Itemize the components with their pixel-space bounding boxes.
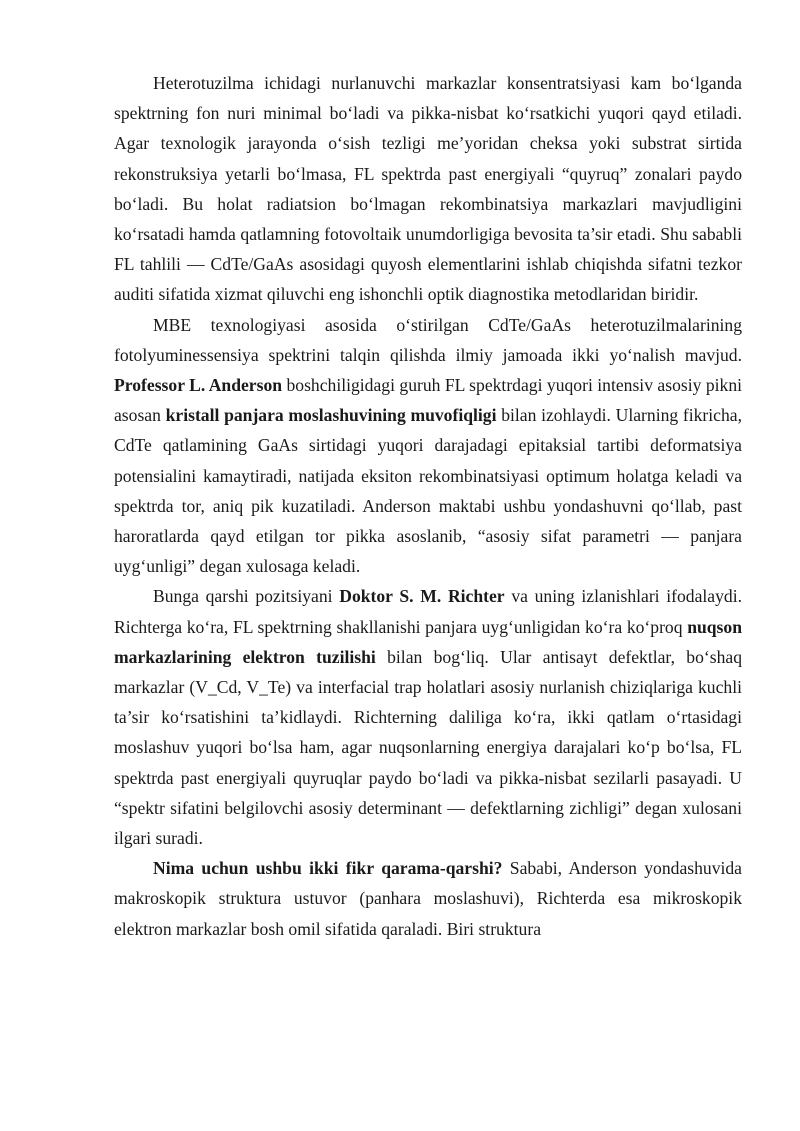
bold-term-lattice-matching: kristall panjara moslashuvining muvofiqligi — [165, 405, 497, 426]
text-run: bilan bog‘liq. Ular antisayt defektlar, bo‘shaq markazlar (V_Cd, V_Te) va interfacial trap holatlari asosiy nurlanish chiziqlariga kuchli ta’sir ko‘rsatishini ta’kidlaydi. Richterning daliliga ko‘ra, ikki qatlam o‘rtasidagi moslashuv yuqori bo‘lsa ham, agar nuqsonlarning energiya darajalari ko‘p bo‘lsa, FL spektrda past energiyali quyruqlar paydo bo‘ladi va pikka-nisbat sezilarli pasayadi. U “spektr sifatini belgilovchi asosiy determinant — defektlarning zichligi” degan xulosani ilgari suradi. — [114, 646, 743, 849]
paragraph-richter-view — [114, 581, 742, 853]
text-run: va uning izlanishlari ifodalaydi. Richterga ko‘ra, FL spektrning shakllanishi panjara uyg‘unligidan ko‘ra ko‘proq — [114, 586, 742, 637]
paragraph-anderson-view — [114, 310, 742, 582]
bold-author-richter: Doktor S. M. Richter — [339, 586, 505, 607]
text-run: boshchiligidagi guruh FL spektrdagi yuqori intensiv asosiy pikni asosan — [114, 375, 743, 426]
text-run: MBE texnologiyasi asosida o‘stirilgan CdTe/GaAs heterotuzilmalarining fotolyuminessensiya spektrini talqin qilishda ilmiy jamoada ikki yo‘nalish mavjud. — [114, 314, 742, 365]
text-run: Bunga qarshi pozitsiyani — [153, 586, 340, 607]
paragraph-contradiction — [114, 853, 742, 944]
paragraph-fl-diagnostics — [114, 68, 742, 310]
text-run: bilan izohlaydi. Ularning fikricha, CdTe qatlamining GaAs sirtidagi yuqori darajadagi epitaksial tartibi deformatsiya potensialini kamaytiradi, natijada eksiton rekombinatsiyasi optimum holatga keladi va spektrda tor, aniq pik kuzatiladi. Anderson maktabi ushbu yondashuvni qo‘llab, past haroratlarda qayd etilgan tor pikka asoslanib, “asosiy sifat parametri — panjara uyg‘unligi” degan xulosaga keladi. — [114, 405, 742, 577]
bold-question: Nima uchun ushbu ikki fikr qarama-qarshi? — [153, 858, 503, 879]
bold-term-defect-centers: nuqson markazlarining elektron tuzilishi — [114, 616, 742, 667]
text-run: Sababi, Anderson yondashuvida makroskopik struktura ustuvor (panhara moslashuvi), Richterda esa mikroskopik elektron markazlar bosh omil sifatida qaraladi. Biri struktura — [114, 858, 742, 939]
text-run: Heterotuzilma ichidagi nurlanuvchi markazlar konsentratsiyasi kam bo‘lganda spektrning fon nuri minimal bo‘ladi va pikka-nisbat ko‘rsatkichi yuqori qayd etiladi. Agar texnologik jarayonda o‘sish tezligi me’yoridan cheksa yoki substrat sirtida rekonstruksiya yetarli bo‘lmasa, FL spektrda past energiyali “quyruq” zonalari paydo bo‘ladi. Bu holat radiatsion bo‘lmagan rekombinatsiya markazlari mavjudligini ko‘rsatadi hamda qatlamning fotovoltaik unumdorligiga bevosita ta’sir etadi. Shu sababli FL tahlili — CdTe/GaAs asosidagi quyosh elementlarini ishlab chiqishda sifatni tezkor auditi sifatida xizmat qiluvchi eng ishonchli optik diagnostika metodlaridan biridir. — [114, 73, 742, 305]
bold-author-anderson: Professor L. Anderson — [114, 375, 283, 396]
document-page — [114, 68, 742, 944]
